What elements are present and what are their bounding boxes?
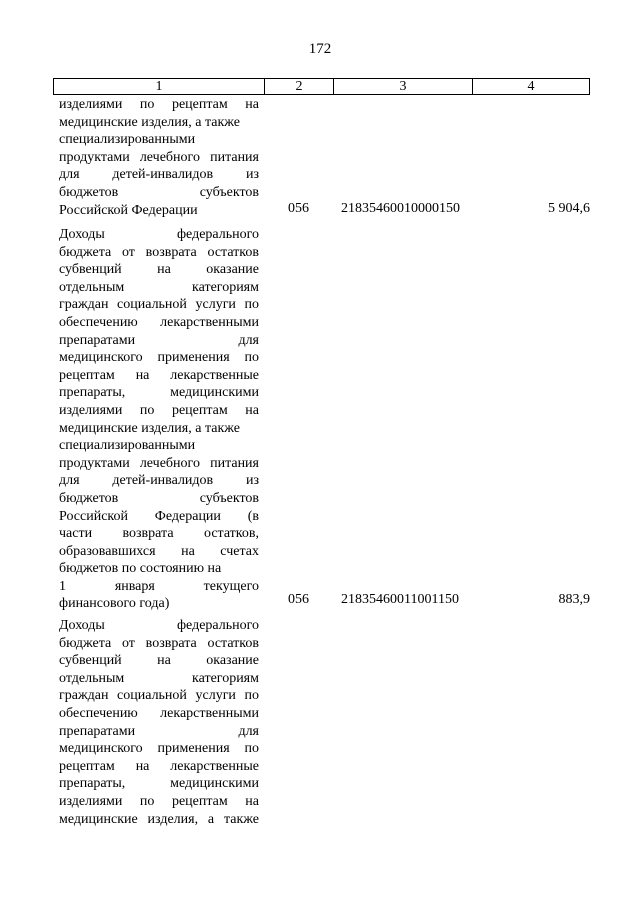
table-row (59, 96, 590, 219)
description-line: препаратами для (59, 332, 259, 348)
description-line: бюджетов по состоянию на (59, 561, 222, 577)
description-line: продуктами лечебного питания (59, 149, 259, 165)
description-line: для детей-инвалидов из (59, 167, 259, 183)
description-line: продуктами лечебного питания (59, 455, 259, 471)
description-line: препаратами для (59, 723, 259, 739)
description-line: Доходы федерального (59, 227, 259, 242)
description-line: специализированными (59, 438, 196, 454)
table-header-row (53, 78, 590, 95)
description-line: изделиями по рецептам на (59, 402, 259, 418)
column-header-2: 2 (264, 79, 333, 94)
description-line: препараты, медицинскими (59, 385, 259, 401)
description-line: обеспечению лекарственными (59, 705, 259, 721)
description-line: Доходы федерального (59, 618, 259, 633)
amount-value: 5 904,6 (548, 201, 590, 216)
kbk-code: 21835460010000150 (341, 201, 460, 216)
description-line: финансового года) (59, 596, 170, 612)
description-line: Российской Федерации (59, 202, 198, 218)
description-line: специализированными (59, 132, 196, 148)
description-line: препараты, медицинскими (59, 776, 259, 792)
description-line: отдельным категориям (59, 670, 259, 686)
column-header-1: 1 (155, 79, 163, 94)
description-line: Российской Федерации (в (59, 508, 259, 524)
description-line: медицинские изделия, а также (59, 420, 240, 436)
description-line: граждан социальной услуги по (59, 297, 259, 313)
description-line: для детей-инвалидов из (59, 473, 259, 489)
description-line: изделиями по рецептам на (59, 793, 259, 809)
description-line: медицинские изделия, а также (59, 114, 240, 130)
description-line: образовавшихся на счетах (59, 543, 259, 559)
description-line: рецептам на лекарственные (59, 367, 259, 383)
description-line: субвенций на оказание (59, 262, 259, 278)
table-row (59, 617, 590, 828)
description-line: бюджетов субъектов (59, 184, 259, 200)
description-line: отдельным категориям (59, 279, 259, 295)
description-line: бюджета от возврата остатков (59, 635, 259, 651)
description-line: медицинского применения по (59, 350, 259, 366)
table-row (59, 226, 590, 613)
row-description (59, 226, 259, 613)
description-line: субвенций на оказание (59, 653, 259, 669)
description-line: медицинские изделия, а также (59, 811, 259, 827)
row-description (59, 96, 259, 219)
admin-code: 056 (288, 592, 309, 607)
description-line: граждан социальной услуги по (59, 688, 259, 704)
description-line: 1 января текущего (59, 578, 259, 594)
row-description (59, 617, 259, 828)
amount-value: 883,9 (558, 592, 590, 607)
description-line: рецептам на лекарственные (59, 758, 259, 774)
column-header-4: 4 (472, 79, 589, 94)
description-line: бюджетов субъектов (59, 490, 259, 506)
description-line: изделиями по рецептам на (59, 97, 259, 112)
admin-code: 056 (288, 201, 309, 216)
description-line: части возврата остатков, (59, 526, 259, 542)
page-number: 172 (308, 41, 332, 57)
description-line: бюджета от возврата остатков (59, 244, 259, 260)
description-line: медицинского применения по (59, 741, 259, 757)
column-header-3: 3 (333, 79, 472, 94)
kbk-code: 21835460011001150 (341, 592, 459, 607)
description-line: обеспечению лекарственными (59, 314, 259, 330)
